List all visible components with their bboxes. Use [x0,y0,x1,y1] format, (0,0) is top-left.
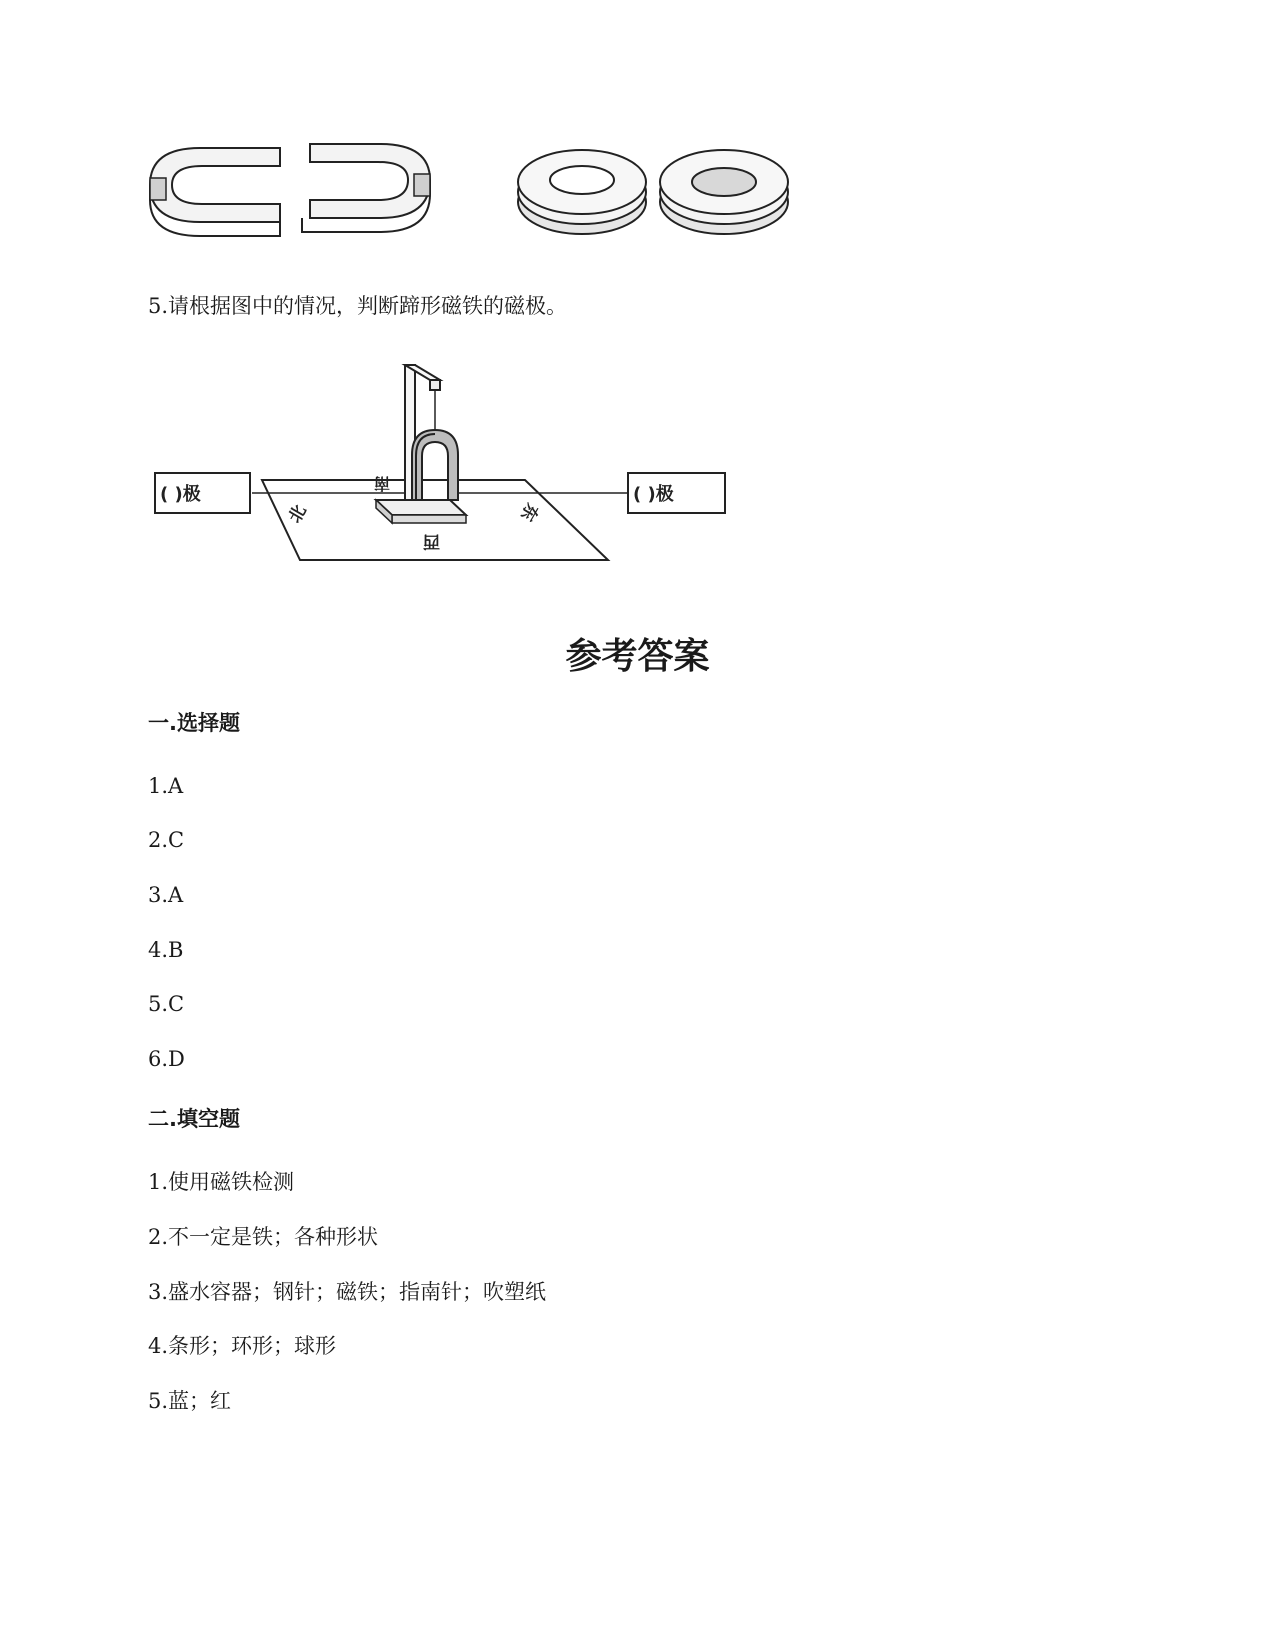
section-2-answer: 4.条形；环形；球形 [148,1334,337,1358]
section-2-answer: 2.不一定是铁；各种形状 [148,1225,379,1249]
c-magnet-right [302,144,430,232]
magnet-shapes-figure [140,130,810,250]
answers-title: 参考答案 [565,635,710,677]
section-1-answer: 6.D [148,1047,185,1071]
section-2-answer: 5.蓝；红 [148,1389,232,1413]
ring-magnet-1 [518,150,646,234]
dir-west: 西 [423,531,440,551]
c-magnet-left [150,148,280,236]
horseshoe-magnet-figure [150,360,770,585]
section-1-answer: 2.C [148,828,185,852]
section-2-heading: 二.填空题 [148,1107,240,1131]
section-1-heading: 一.选择题 [148,711,240,735]
section-1-answer: 1.A [148,774,184,798]
dir-south: 南 [373,474,390,493]
section-2-answer: 3.盛水容器；钢针；磁铁；指南针；吹塑纸 [148,1280,547,1304]
dir-east: 东 [515,499,542,525]
dir-north: 北 [285,501,311,527]
section-1-answer: 4.B [148,938,184,962]
section-1-answer: 3.A [148,883,184,907]
right-pole-label: ( )极 [633,484,674,505]
left-pole-label: ( )极 [160,484,201,505]
ring-magnet-2 [660,150,788,234]
question-5-text: 5.请根据图中的情况，判断蹄形磁铁的磁极。 [148,294,568,318]
section-1-answer: 5.C [148,992,185,1016]
section-2-answer: 1.使用磁铁检测 [148,1170,295,1194]
